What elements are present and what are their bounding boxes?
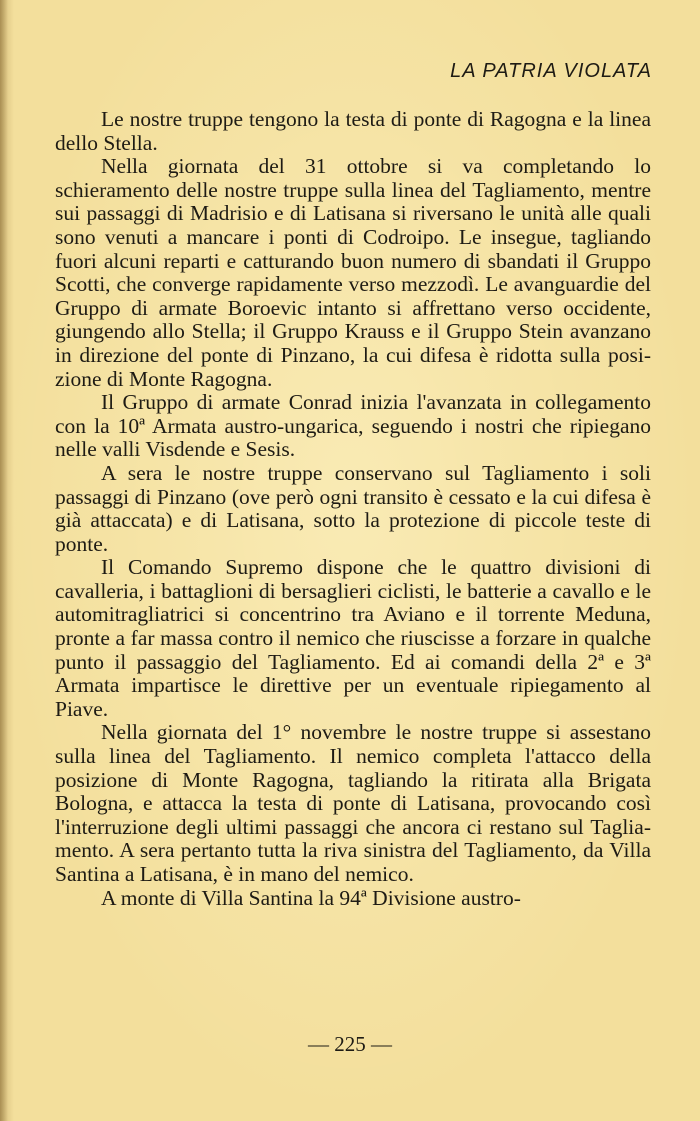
page-number: — 225 — bbox=[308, 1032, 392, 1056]
running-title: LA PATRIA VIOLATA bbox=[450, 60, 652, 82]
paragraph: Nella giornata del 1° novembre le nostre truppe si assestano sulla linea del Tagliamento. Il nemico completa l'attacco della posizione di Monte Ragogna, tagliando la ritirata alla Brigata Bologna, e attacca la testa di ponte di Latisana, provocando così l'interruzione degli ultimi passaggi che ancora ci restano sul Tagliamento. A sera pertanto tutta la riva sinistra del Tagliamento, da Villa Santina a Latisana, è in mano del nemico. bbox=[55, 720, 651, 886]
paragraph: Le nostre truppe tengono la testa di ponte di Ragogna e la linea dello Stella. bbox=[55, 107, 651, 155]
paragraph: Il Comando Supremo dispone che le quattro divisioni di cavalleria, i battaglioni di bersaglieri ciclisti, le batterie a cavallo e le automitragliatrici si concentrino tra Aviano e il torrente Meduna, pronte a far massa contro il nemico che riuscisse a forzare in qualche punto il passaggio del Tagliamento. Ed ai comandi della 2ª e 3ª Armata impartisce le direttive per un eventuale ripiegamento al Piave. bbox=[55, 555, 651, 721]
paragraph: A monte di Villa Santina la 94ª Divisione austro- bbox=[101, 885, 521, 910]
paragraph: Nella giornata del 31 ottobre si va completando lo schieramento delle nostre truppe sulla linea del Tagliamento, mentre sui passaggi di Madrisio e di Latisana si riversano le unità alle quali sono venuti a mancare i ponti di Codroipo. Le insegue, tagliando fuori alcuni reparti e catturando buon numero di sbandati il Gruppo Scotti, che converge rapidamente verso mezzodì. Le avanguardie del Gruppo di armate Boroevic intanto si affrettano verso occidente, giungendo allo Stella; il Gruppo Krauss e il Gruppo Stein avanzano in direzione del ponte di Pinzano, la cui difesa è ridotta sulla posizione di Monte Ragogna. bbox=[55, 154, 651, 391]
paragraph: A sera le nostre truppe conservano sul Tagliamento i soli passaggi di Pinzano (ove però ogni transito è cessato e la cui difesa è già attaccata) e di Latisana, sotto la protezione di piccole teste di ponte. bbox=[55, 460, 651, 556]
spine-shadow bbox=[0, 0, 8, 1121]
main-text bbox=[55, 108, 651, 910]
paragraph: Il Gruppo di armate Conrad inizia l'avanzata in collegamento con la 10ª Armata austro-ungarica, seguendo i nostri che ripiegano nelle valli Visdende e Sesis. bbox=[55, 390, 651, 462]
